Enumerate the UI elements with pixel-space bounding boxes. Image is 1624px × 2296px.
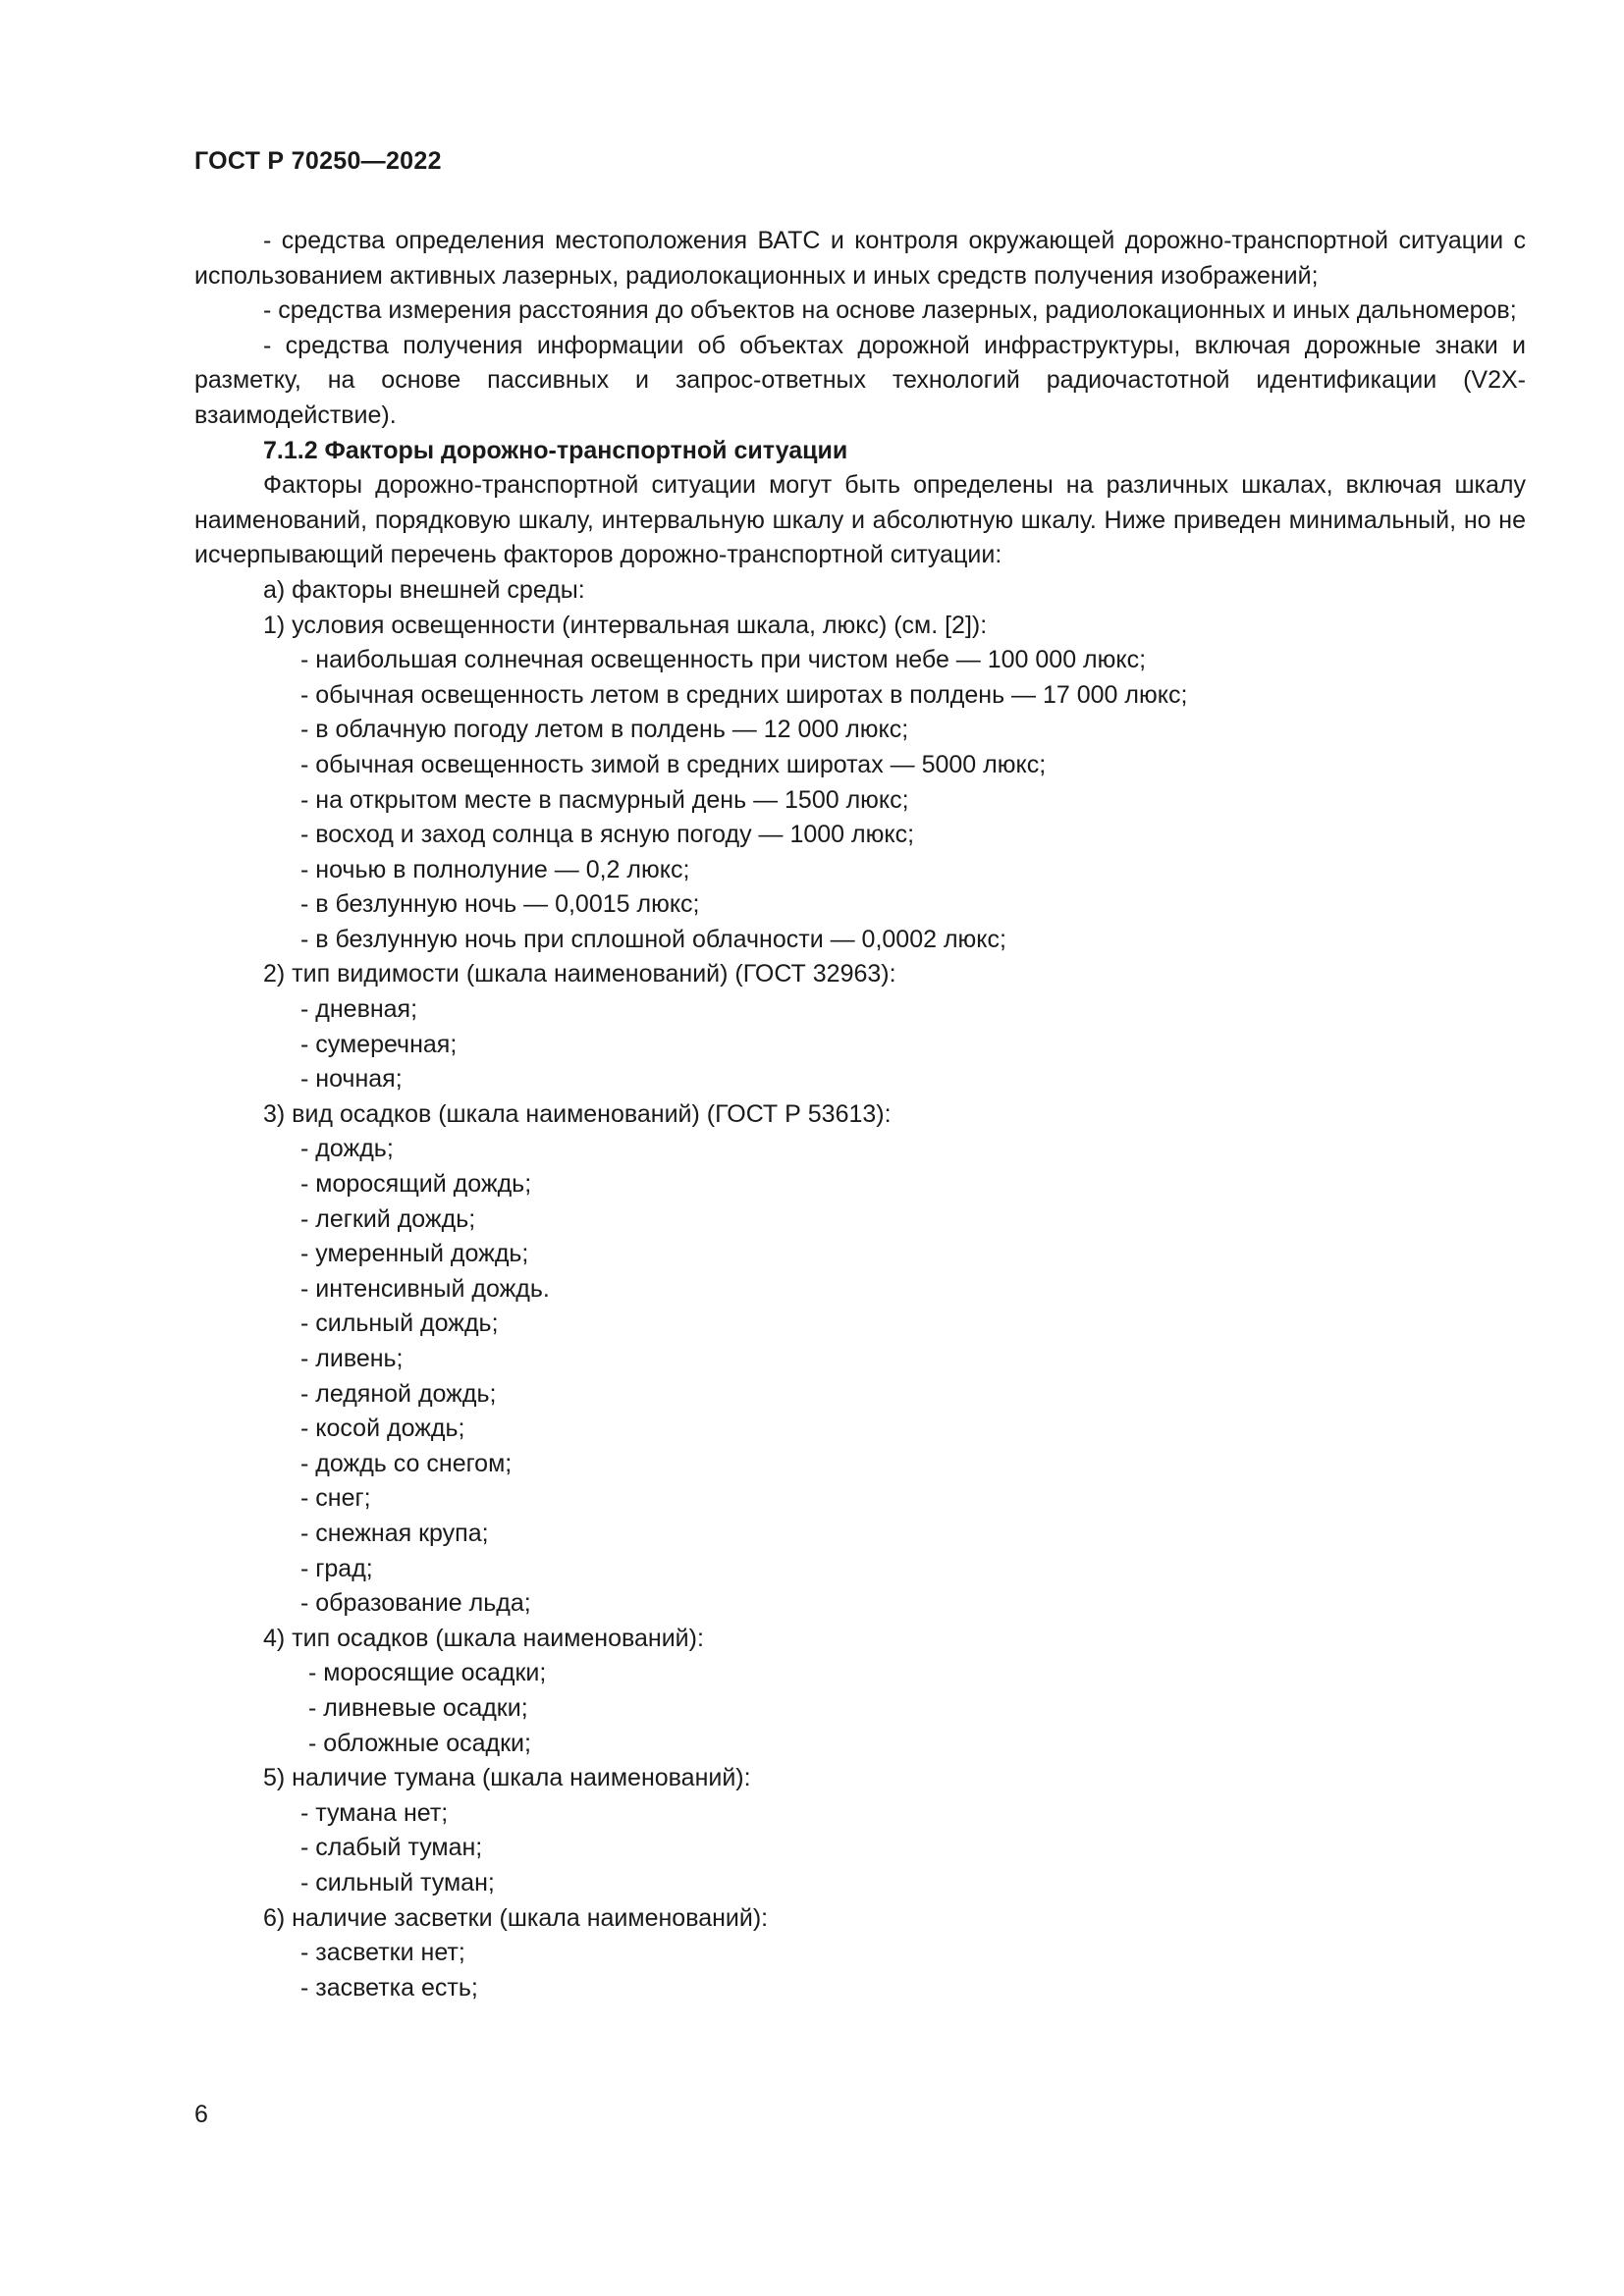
factor-list-item: - наибольшая солнечная освещенность при чистом небе — 100 000 люкс; <box>300 646 1147 674</box>
factor-group-label: 1) условия освещенности (интервальная шкала, люкс) (см. [2]): <box>263 611 988 639</box>
factor-list-item: - сильный туман; <box>300 1868 495 1896</box>
factor-group-label: 4) тип осадков (шкала наименований): <box>263 1624 704 1652</box>
page-number: 6 <box>194 2101 208 2128</box>
factor-list-item: - умеренный дождь; <box>300 1240 529 1268</box>
factor-list-item: - засветка есть; <box>300 1973 478 2002</box>
intro-list-item: - средства определения местоположения ВАТС и контроля окружающей дорожно-транспортной ситуации с использованием активных лазерных, радиолокационных и иных средств получения изображений; <box>194 227 1526 290</box>
factor-list-item: - ливневые осадки; <box>308 1693 528 1722</box>
factor-list-item: - засветки нет; <box>300 1939 465 1967</box>
factor-list-item: - снежная крупа; <box>300 1519 489 1547</box>
factor-list-item: - моросящие осадки; <box>308 1659 547 1687</box>
intro-list-item: - средства получения информации об объектах дорожной инфраструктуры, включая дорожные знаки и разметку, на основе пассивных и запрос-ответных технологий радиочастотной идентификации (V2X-взаимодействие). <box>194 331 1526 429</box>
factor-list-item: - ночная; <box>300 1065 403 1094</box>
factor-list-item: - ночью в полнолуние — 0,2 люкс; <box>300 855 690 883</box>
factor-list-item: - в безлунную ночь — 0,0015 люкс; <box>300 890 700 919</box>
factor-list-item: - град; <box>300 1554 373 1582</box>
factor-list-item: - ливень; <box>300 1345 404 1372</box>
intro-list-item: - средства измерения расстояния до объектов на основе лазерных, радиолокационных и иных дальномеров; <box>263 296 1517 325</box>
factor-list-item: - сильный дождь; <box>300 1309 499 1338</box>
factor-list-item: - дождь со снегом; <box>300 1449 513 1477</box>
factor-list-item: - в облачную погоду летом в полдень — 12 000 люкс; <box>300 716 909 744</box>
factor-list-item: - сумеречная; <box>300 1030 458 1058</box>
factor-list-item: - восход и заход солнца в ясную погоду — 1000 люкс; <box>300 821 915 849</box>
factor-list-item: - интенсивный дождь. <box>300 1274 550 1303</box>
factor-list-item: - дневная; <box>300 995 418 1024</box>
document-code-header: ГОСТ Р 70250—2022 <box>194 147 442 175</box>
factor-list-item: - косой дождь; <box>300 1415 465 1443</box>
factor-groups <box>194 609 1526 2006</box>
factor-group-label: 2) тип видимости (шкала наименований) (ГОСТ 32963): <box>263 960 896 988</box>
page-body <box>194 224 1526 2005</box>
factor-list-item: - обычная освещенность летом в средних широтах в полдень — 17 000 люкс; <box>300 680 1188 709</box>
factor-list-item: - снег; <box>300 1484 371 1513</box>
factor-list-item: - в безлунную ночь при сплошной облачности — 0,0002 люкс; <box>300 925 1006 953</box>
factor-list-item: - обложные осадки; <box>308 1729 531 1757</box>
section-heading: 7.1.2 Факторы дорожно-транспортной ситуации <box>263 436 848 464</box>
factor-list-item: - тумана нет; <box>300 1798 449 1827</box>
group-a-label: а) факторы внешней среды: <box>263 575 585 604</box>
factor-list-item: - ледяной дождь; <box>300 1379 497 1408</box>
factor-list-item: - обычная освещенность зимой в средних широтах — 5000 люкс; <box>300 750 1047 778</box>
factor-list-item: - моросящий дождь; <box>300 1170 532 1199</box>
factor-group-label: 6) наличие засветки (шкала наименований): <box>263 1903 769 1932</box>
section-intro-paragraph: Факторы дорожно-транспортной ситуации могут быть определены на различных шкалах, включая шкалу наименований, порядковую шкалу, интервальную шкалу и абсолютную шкалу. Ниже приведен минимальный, но не исчерпывающий перечень факторов дорожно-транспортной ситуации: <box>194 471 1526 569</box>
factor-group-label: 3) вид осадков (шкала наименований) (ГОСТ Р 53613): <box>263 1099 892 1128</box>
factor-list-item: - легкий дождь; <box>300 1204 476 1233</box>
factor-list-item: - на открытом месте в пасмурный день — 1500 люкс; <box>300 785 909 814</box>
intro-list <box>194 224 1526 434</box>
factor-list-item: - слабый туман; <box>300 1834 483 1862</box>
factor-group-label: 5) наличие тумана (шкала наименований): <box>263 1764 751 1792</box>
factor-list-item: - образование льда; <box>300 1589 531 1618</box>
factor-list-item: - дождь; <box>300 1135 394 1163</box>
